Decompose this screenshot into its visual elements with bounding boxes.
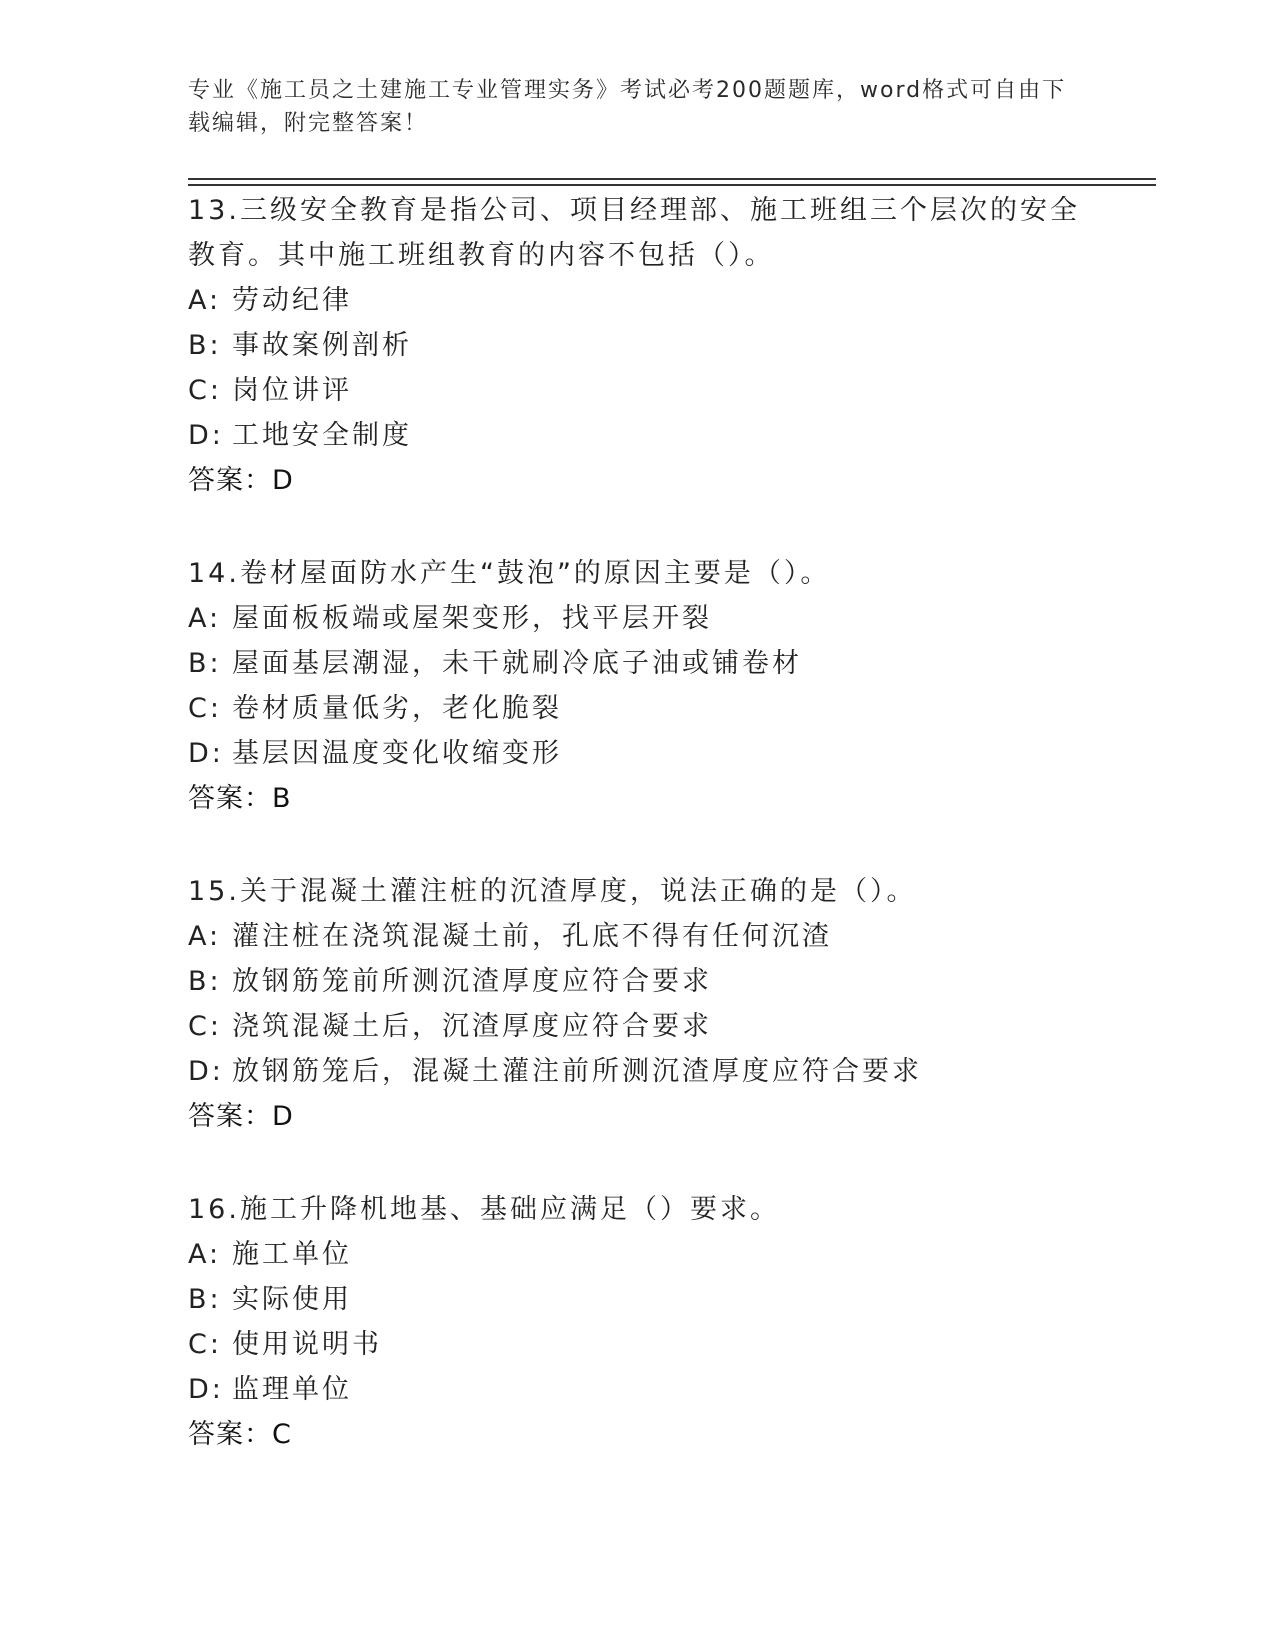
option-letter: B: [188, 330, 222, 361]
question-list [188, 188, 1108, 1505]
option-a [188, 1232, 1108, 1277]
option-a [188, 914, 1108, 959]
option-d [188, 413, 1108, 458]
option-text: 事故案例剖析 [232, 330, 412, 361]
option-d [188, 1367, 1108, 1412]
answer-label: 答案： [188, 783, 272, 814]
option-letter: D: [188, 1374, 224, 1405]
option-c [188, 686, 1108, 731]
question-stem: 卷材屋面防水产生“鼓泡”的原因主要是（）。 [239, 558, 831, 589]
answer-label: 答案： [188, 1101, 272, 1132]
option-text: 工地安全制度 [232, 420, 412, 451]
answer-line [188, 1412, 1108, 1457]
question-text [188, 869, 1108, 914]
question-14 [188, 551, 1108, 821]
option-letter: B: [188, 966, 222, 997]
option-letter: C: [188, 1329, 222, 1360]
question-text [188, 1187, 1108, 1232]
option-b [188, 641, 1108, 686]
header-rule-bottom [188, 184, 1156, 186]
option-letter: D: [188, 420, 224, 451]
option-b [188, 323, 1108, 368]
option-letter: D: [188, 1056, 224, 1087]
option-text: 监理单位 [232, 1374, 352, 1405]
question-stem: 施工升降机地基、基础应满足（）要求。 [239, 1194, 780, 1225]
option-c [188, 368, 1108, 413]
option-letter: C: [188, 693, 222, 724]
option-letter: A: [188, 921, 222, 952]
option-text: 灌注桩在浇筑混凝土前，孔底不得有任何沉渣 [232, 921, 832, 952]
option-letter: A: [188, 603, 222, 634]
question-text [188, 188, 1108, 278]
option-text: 实际使用 [232, 1284, 352, 1315]
question-text [188, 551, 1108, 596]
option-d [188, 1049, 1108, 1094]
answer-line [188, 776, 1108, 821]
option-text: 基层因温度变化收缩变形 [232, 738, 562, 769]
option-text: 卷材质量低劣，老化脆裂 [232, 693, 562, 724]
option-letter: B: [188, 1284, 222, 1315]
option-text: 使用说明书 [232, 1329, 382, 1360]
answer-value: C [272, 1419, 291, 1450]
answer-value: D [272, 465, 293, 496]
answer-line [188, 1094, 1108, 1139]
option-a [188, 278, 1108, 323]
question-number: 14. [188, 558, 240, 589]
header-rule-top [188, 178, 1156, 180]
option-d [188, 731, 1108, 776]
option-b [188, 1277, 1108, 1322]
option-text: 放钢筋笼后，混凝土灌注前所测沉渣厚度应符合要求 [232, 1056, 922, 1087]
option-c [188, 1322, 1108, 1367]
option-b [188, 959, 1108, 1004]
option-text: 施工单位 [232, 1239, 352, 1270]
option-text: 屋面基层潮湿，未干就刷冷底子油或铺卷材 [232, 648, 802, 679]
answer-label: 答案： [188, 1419, 272, 1450]
option-letter: A: [188, 285, 222, 316]
question-16 [188, 1187, 1108, 1457]
option-letter: B: [188, 648, 222, 679]
option-text: 放钢筋笼前所测沉渣厚度应符合要求 [232, 966, 712, 997]
question-stem: 三级安全教育是指公司、项目经理部、施工班组三个层次的安全教育。其中施工班组教育的内容不包括（）。 [188, 195, 1080, 271]
option-text: 浇筑混凝土后，沉渣厚度应符合要求 [232, 1011, 712, 1042]
option-letter: C: [188, 1011, 222, 1042]
question-stem: 关于混凝土灌注桩的沉渣厚度，说法正确的是（）。 [239, 876, 917, 907]
document-header: 专业《施工员之土建施工专业管理实务》考试必考200题题库，word格式可自由下载编辑，附完整答案！ [188, 78, 1067, 136]
question-15 [188, 869, 1108, 1139]
question-number: 16. [188, 1194, 240, 1225]
answer-value: D [272, 1101, 293, 1132]
answer-label: 答案： [188, 465, 272, 496]
option-text: 岗位讲评 [232, 375, 352, 406]
option-text: 屋面板板端或屋架变形，找平层开裂 [232, 603, 712, 634]
option-letter: D: [188, 738, 224, 769]
question-number: 13. [188, 195, 240, 226]
option-letter: A: [188, 1239, 222, 1270]
option-c [188, 1004, 1108, 1049]
question-13 [188, 188, 1108, 503]
option-letter: C: [188, 375, 222, 406]
answer-value: B [272, 783, 291, 814]
answer-line [188, 458, 1108, 503]
question-number: 15. [188, 876, 240, 907]
option-a [188, 596, 1108, 641]
option-text: 劳动纪律 [232, 285, 352, 316]
